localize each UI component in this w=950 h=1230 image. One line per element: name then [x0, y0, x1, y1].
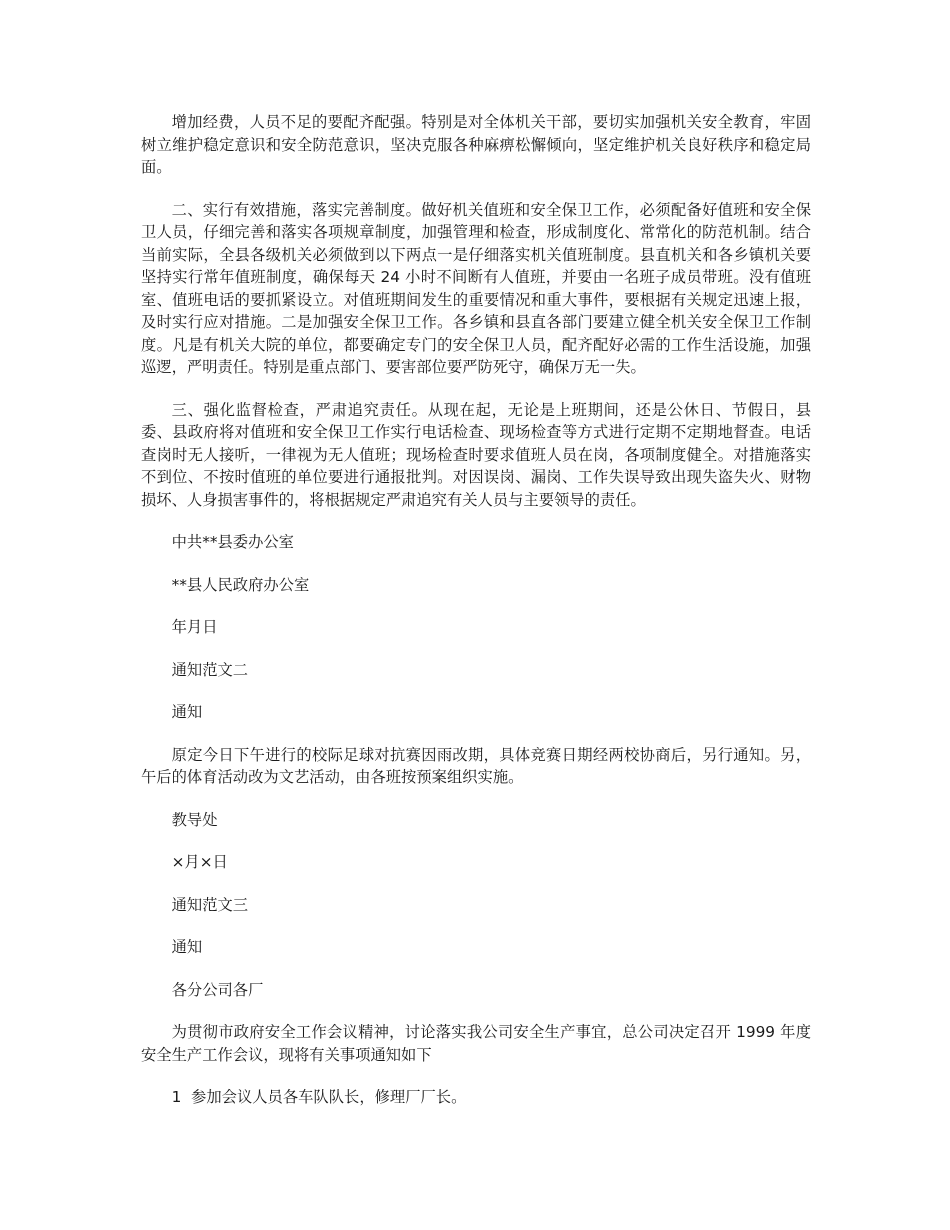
document-page — [141, 111, 811, 1129]
section-heading-sample-2: 通知范文二 — [171, 660, 249, 679]
paragraph-measures: 二、实行有效措施，落实完善制度。做好机关值班和安全保卫工作，必须配备好值班和安全保卫人员，仔细完善和落实各项规章制度，加强管理和检查，形成制度化、常常化的防范机制。结合当前实际，全县各级机关必须做到以下两点一是仔细落实机关值班制度。县直机关和各乡镇机关要坚持实行常年值班制度，确保每天 24 小时不间断有人值班，并要由一名班子成员带班。没有值班室、值班电话的要抓紧设立。对值班期间发生的重要情况和重大事件，要根据有关规定迅速上报，及时实行应对措施。二是加强安全保卫工作。各乡镇和县直各部门要建立健全机关安全保卫工作制度。凡是有机关大院的单位，都要确定专门的安全保卫人员，配齐配好必需的工作生活设施，加强巡逻，严明责任。特别是重点部门、要害部位要严防死守，确保万无一失。 — [141, 200, 811, 376]
signature-academic-office: 教导处 — [171, 810, 218, 829]
date-line-2: ×月×日 — [171, 853, 228, 871]
paragraph-funding: 增加经费，人员不足的要配齐配强。特别是对全体机关干部，要切实加强机关安全教育，牢固树立维护稳定意识和安全防范意识，坚决克服各种麻痹松懈倾向，坚定维护机关良好秩序和稳定局面。 — [141, 113, 811, 176]
paragraph-safety-meeting: 为贯彻市政府安全工作会议精神，讨论落实我公司安全生产事宜，总公司决定召开 1999 年度安全生产工作会议，现将有关事项通知如下 — [141, 1023, 811, 1064]
paragraph-match-postponed: 原定今日下午进行的校际足球对抗赛因雨改期，具体竞赛日期经两校协商后，另行通知。另，午后的体育活动改为文艺活动，由各班按预案组织实施。 — [141, 745, 811, 786]
signature-county-committee: 中共**县委办公室 — [171, 533, 294, 551]
notice-title-3: 通知 — [171, 938, 203, 956]
list-item-attendees: 1 参加会议人员各车队队长，修理厂厂长。 — [171, 1088, 467, 1106]
date-line-1: 年月日 — [171, 618, 218, 636]
recipient-line: 各分公司各厂 — [171, 980, 264, 999]
paragraph-supervision: 三、强化监督检查，严肃追究责任。从现在起，无论是上班期间，还是公休日、节假日，县委、县政府将对值班和安全保卫工作实行电话检查、现场检查等方式进行定期不定期地督查。电话查岗时无人接听，一律视为无人值班；现场检查时要求值班人员在岗，各项制度健全。对措施落实不到位、不按时值班的单位要进行通报批判。对因误岗、漏岗、工作失误导致出现失盗失火、财物损坏、人身损害事件的，将根据规定严肃追究有关人员与主要领导的责任。 — [141, 400, 811, 509]
section-heading-sample-3: 通知范文三 — [171, 895, 249, 914]
signature-county-government: **县人民政府办公室 — [171, 575, 310, 594]
notice-title-2: 通知 — [171, 703, 203, 721]
